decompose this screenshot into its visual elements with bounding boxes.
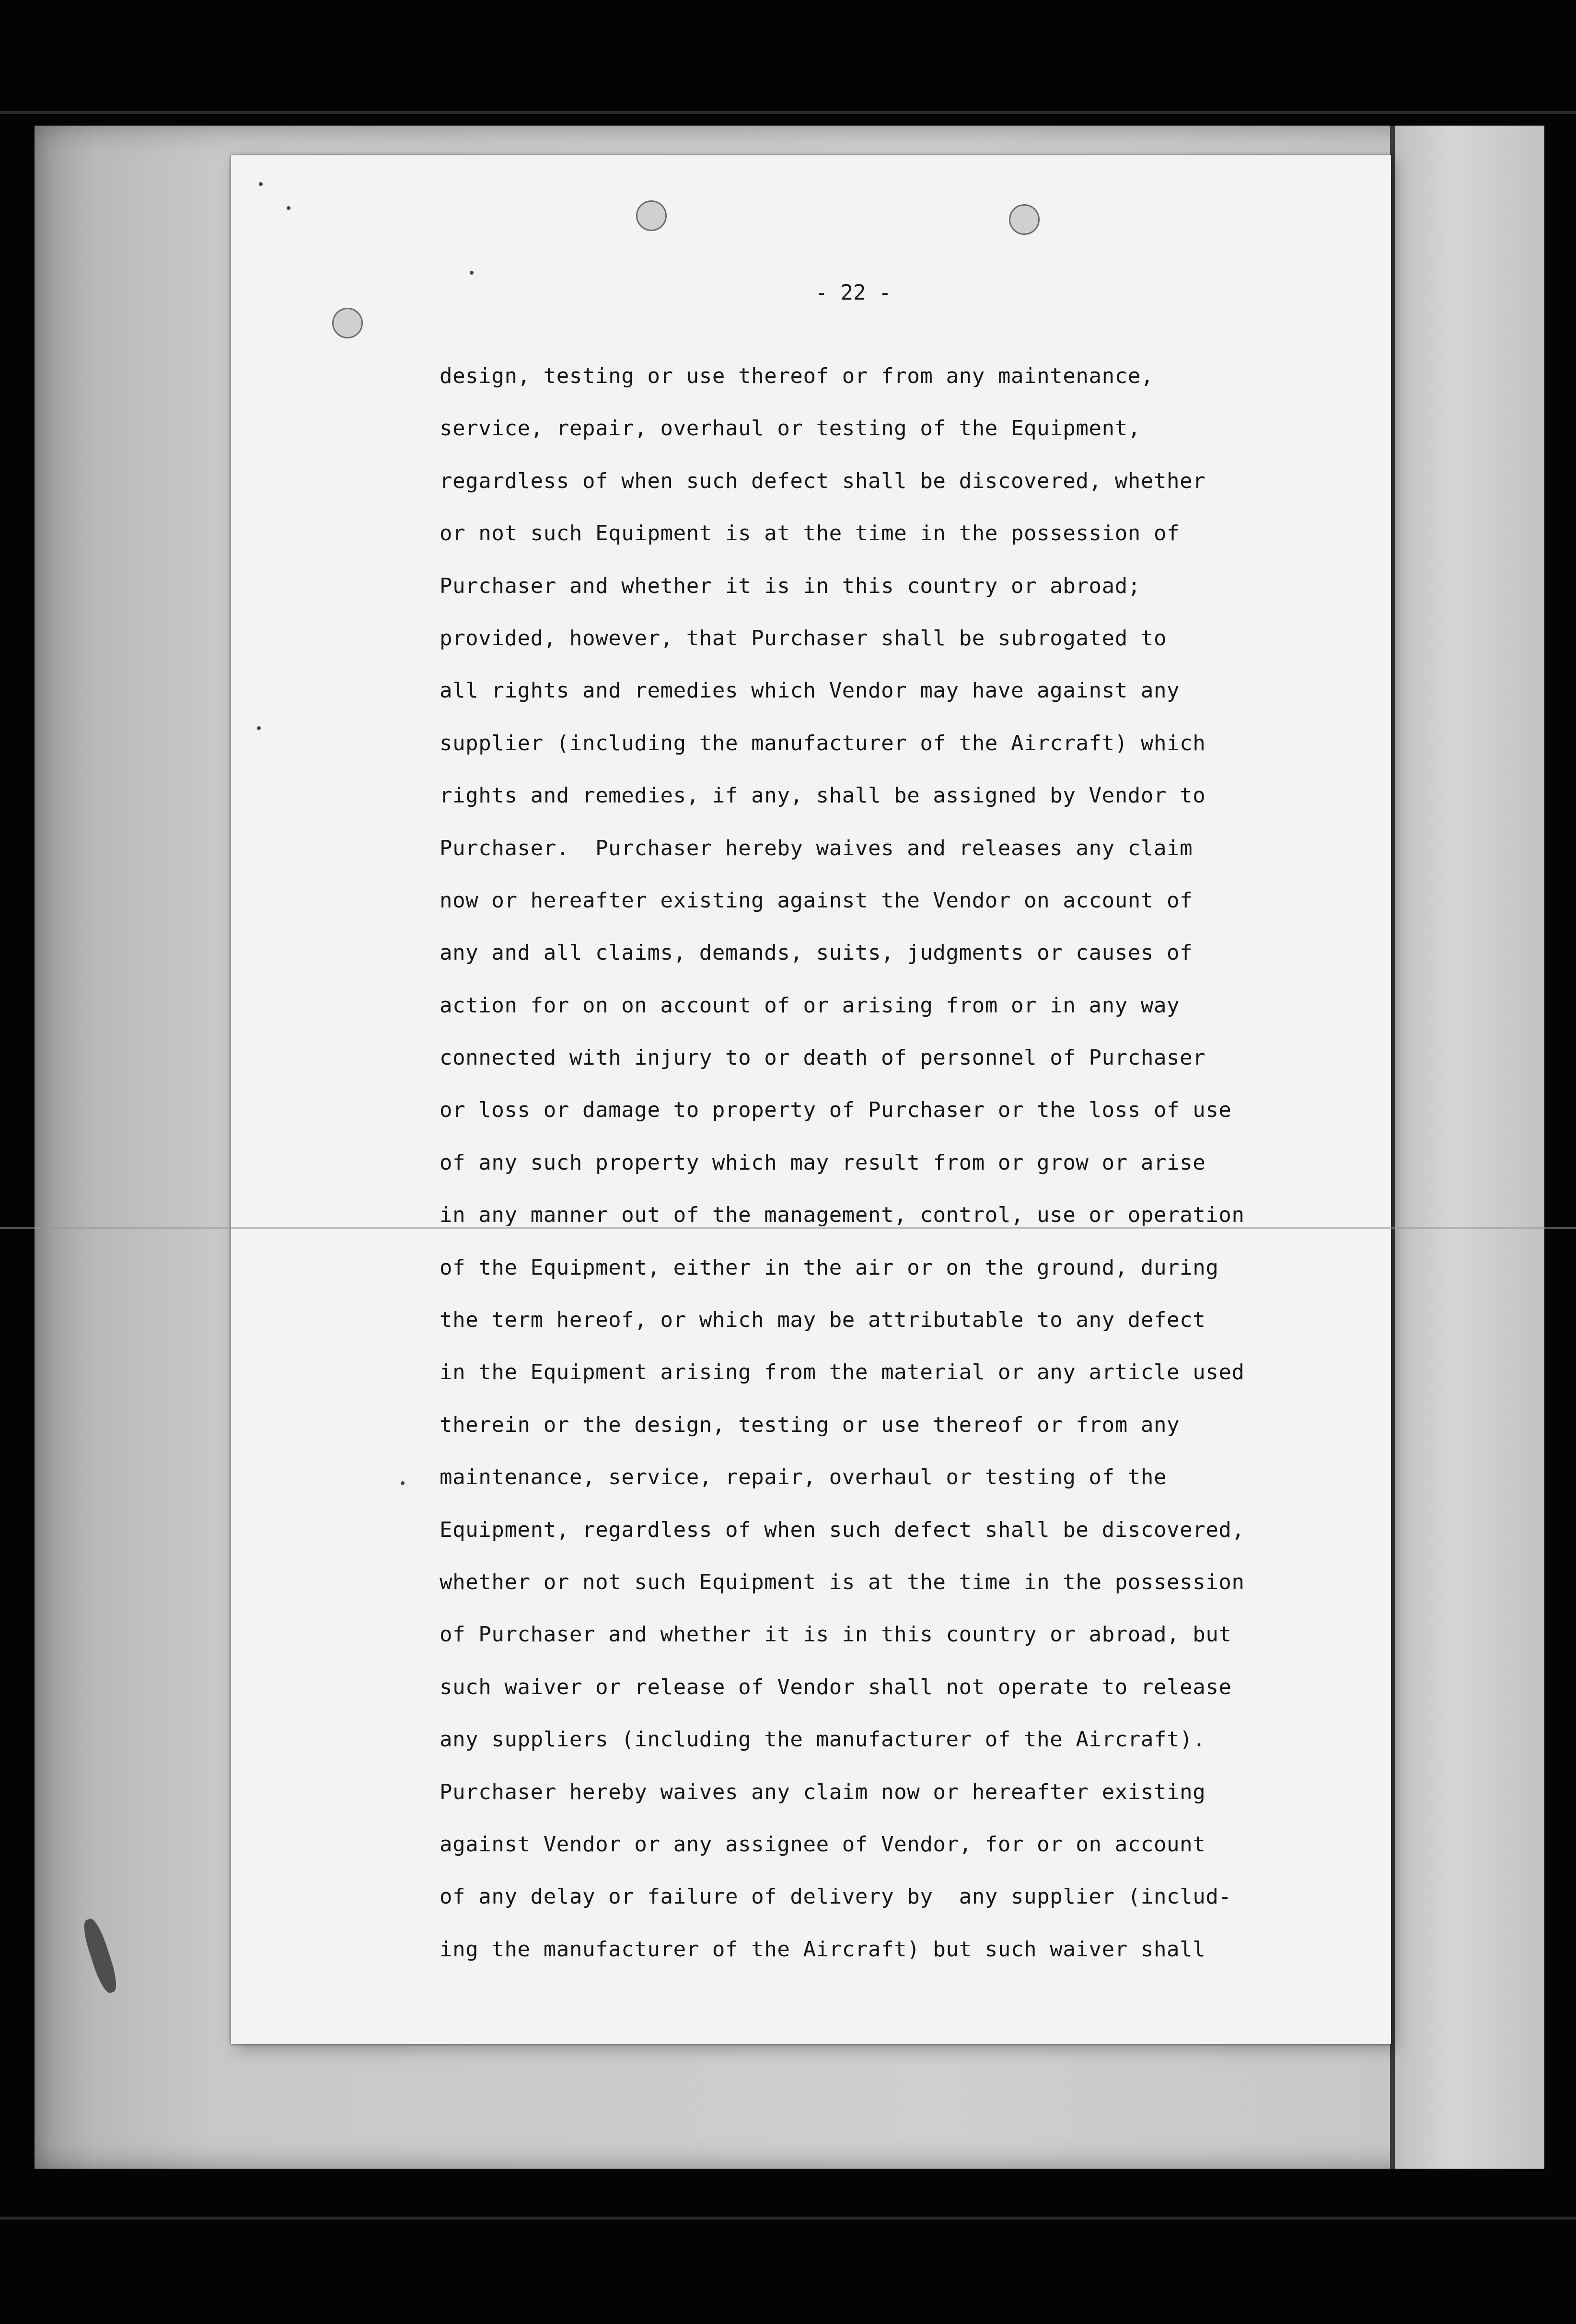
punch-hole-side bbox=[332, 308, 363, 338]
speck bbox=[287, 206, 290, 210]
page-number: - 22 - bbox=[815, 280, 892, 305]
speck bbox=[257, 726, 261, 730]
text-line: whether or not such Equipment is at the time in the possession bbox=[440, 1569, 1245, 1594]
speck bbox=[259, 182, 263, 186]
text-line: regardless of when such defect shall be discovered, whether bbox=[440, 468, 1206, 493]
text-line: action for on on account of or arising from or in any way bbox=[440, 993, 1180, 1018]
text-line: of the Equipment, either in the air or on the ground, during bbox=[440, 1255, 1219, 1280]
text-line: Purchaser hereby waives any claim now or hereafter existing bbox=[440, 1779, 1206, 1804]
text-line: against Vendor or any assignee of Vendor, for or on account bbox=[440, 1832, 1206, 1857]
text-line: of any such property which may result from or grow or arise bbox=[440, 1150, 1206, 1175]
text-line: such waiver or release of Vendor shall not operate to release bbox=[440, 1674, 1232, 1699]
text-line: design, testing or use thereof or from any maintenance, bbox=[440, 364, 1154, 388]
text-line: Purchaser and whether it is in this country or abroad; bbox=[440, 573, 1141, 598]
text-line: provided, however, that Purchaser shall be subrogated to bbox=[440, 626, 1167, 651]
text-line: ing the manufacturer of the Aircraft) but such waiver shall bbox=[440, 1937, 1206, 1962]
text-line: therein or the design, testing or use thereof or from any bbox=[440, 1412, 1180, 1437]
text-line: all rights and remedies which Vendor may have against any bbox=[440, 678, 1180, 703]
body-text bbox=[440, 360, 1360, 1985]
speck bbox=[401, 1481, 405, 1485]
text-line: of any delay or failure of delivery by any supplier (includ- bbox=[440, 1884, 1232, 1909]
text-line: the term hereof, or which may be attributable to any defect bbox=[440, 1308, 1206, 1333]
text-line: connected with injury to or death of personnel of Purchaser bbox=[440, 1046, 1206, 1070]
text-line: of Purchaser and whether it is in this country or abroad, but bbox=[440, 1622, 1232, 1647]
text-line: or loss or damage to property of Purchaser or the loss of use bbox=[440, 1098, 1232, 1123]
text-line: rights and remedies, if any, shall be assigned by Vendor to bbox=[440, 783, 1206, 808]
text-line: any and all claims, demands, suits, judgments or causes of bbox=[440, 941, 1193, 965]
text-line: or not such Equipment is at the time in the possession of bbox=[440, 521, 1180, 546]
punch-hole-top-right bbox=[1009, 204, 1040, 235]
text-line: now or hereafter existing against the Vendor on account of bbox=[440, 888, 1193, 913]
film-edge-top bbox=[0, 111, 1576, 114]
text-line: Equipment, regardless of when such defect shall be discovered, bbox=[440, 1517, 1245, 1542]
text-line: any suppliers (including the manufacturer of the Aircraft). bbox=[440, 1727, 1206, 1752]
text-line: Purchaser. Purchaser hereby waives and releases any claim bbox=[440, 836, 1193, 860]
backing-sheet-edge bbox=[1390, 126, 1544, 2169]
text-line: service, repair, overhaul or testing of the Equipment, bbox=[440, 416, 1141, 441]
film-edge-bottom bbox=[0, 2217, 1576, 2219]
speck bbox=[470, 271, 474, 275]
text-line: supplier (including the manufacturer of the Aircraft) which bbox=[440, 731, 1206, 755]
punch-hole-top-left bbox=[636, 200, 667, 231]
text-line: maintenance, service, repair, overhaul or testing of the bbox=[440, 1465, 1167, 1490]
text-line: in the Equipment arising from the material or any article used bbox=[440, 1360, 1245, 1385]
text-line: in any manner out of the management, control, use or operation bbox=[440, 1203, 1245, 1228]
